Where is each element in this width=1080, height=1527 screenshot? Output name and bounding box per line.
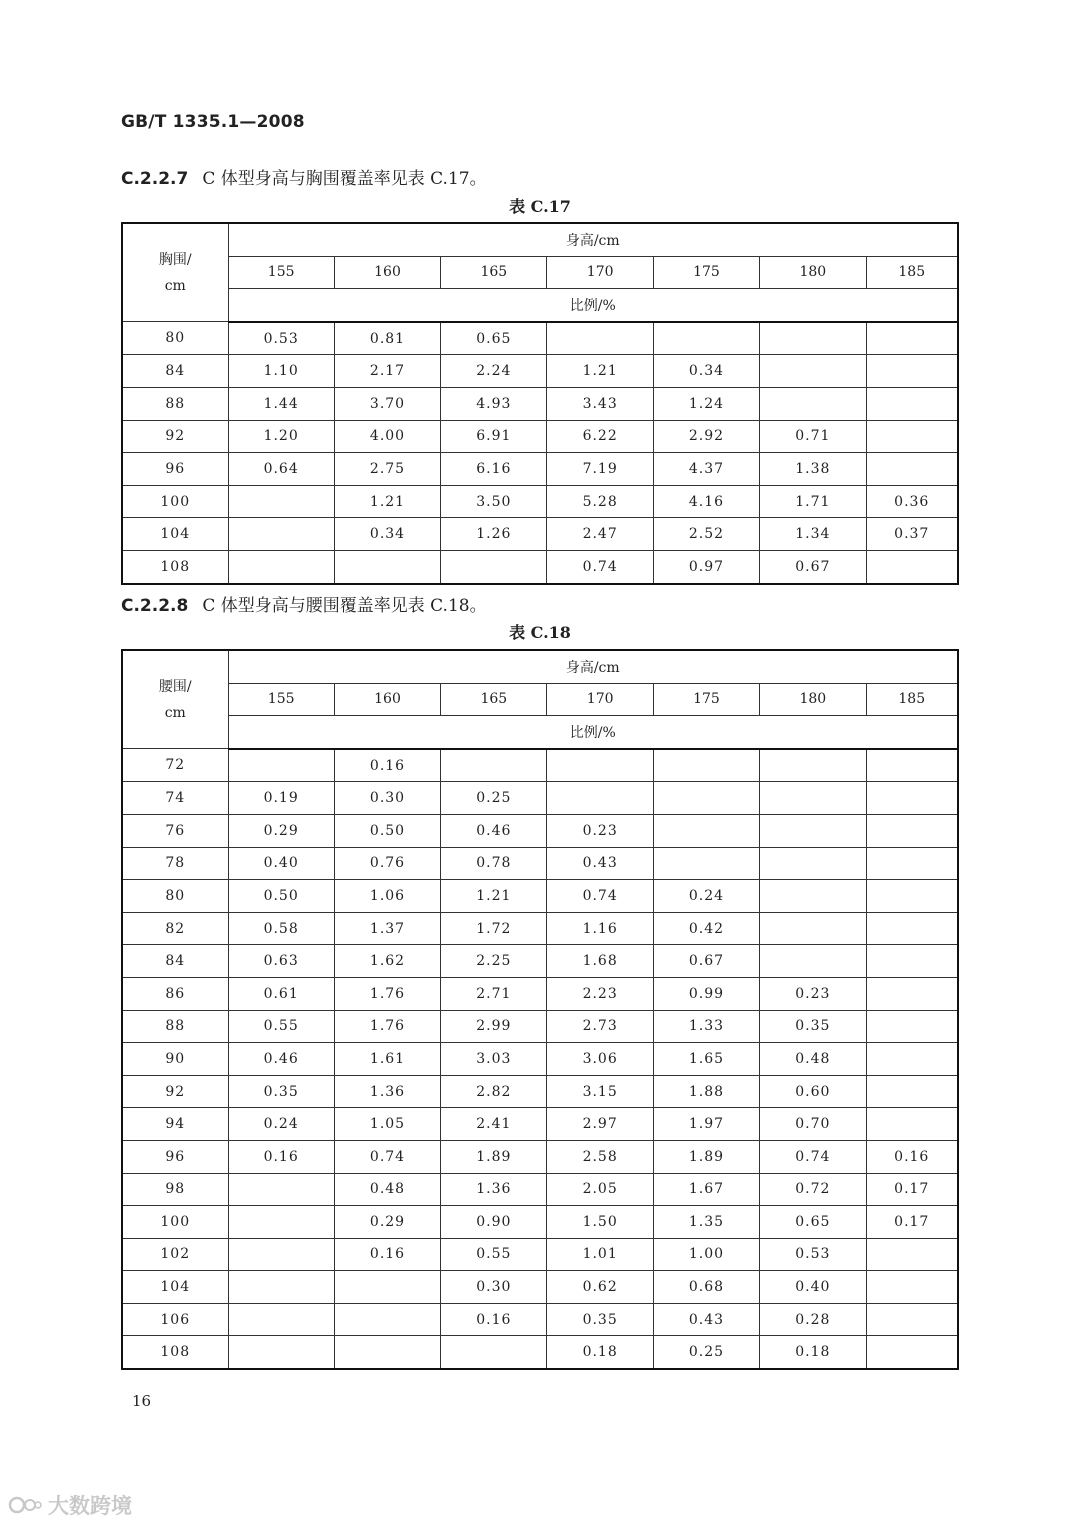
sub-header: 比例/%: [228, 716, 958, 749]
table-cell: [866, 977, 958, 1010]
table-cell: [228, 1238, 334, 1271]
table-row: [122, 977, 958, 1010]
table-cell: [653, 322, 759, 355]
table-cell: [441, 749, 547, 782]
table-cell: [228, 1303, 334, 1336]
table-cell: 2.17: [334, 355, 440, 388]
table-cell: 1.38: [760, 453, 866, 486]
table-cell: 0.16: [334, 749, 440, 782]
table-cell: 0.34: [334, 518, 440, 551]
row-header: 胸围/ cm: [122, 223, 228, 322]
table-cell: 3.15: [547, 1075, 653, 1108]
table-cell: 0.46: [228, 1043, 334, 1076]
table-cell: 1.21: [334, 485, 440, 518]
table-cell: 0.48: [760, 1043, 866, 1076]
row-label: 96: [122, 1140, 228, 1173]
table-cell: 0.90: [441, 1206, 547, 1239]
row-label: 92: [122, 420, 228, 453]
table-cell: 0.30: [334, 782, 440, 815]
table-cell: 0.72: [760, 1173, 866, 1206]
column-header: 180: [760, 683, 866, 716]
row-label: 98: [122, 1173, 228, 1206]
table-cell: 1.76: [334, 977, 440, 1010]
column-header: 180: [760, 256, 866, 289]
row-label: 106: [122, 1303, 228, 1336]
table-cell: 0.16: [866, 1140, 958, 1173]
clause-text: C 体型身高与胸围覆盖率见表 C.17。: [202, 169, 487, 189]
table-cell: 0.74: [760, 1140, 866, 1173]
table-cell: 0.64: [228, 453, 334, 486]
table-row: [122, 453, 958, 486]
row-label: 82: [122, 912, 228, 945]
table-cell: 0.16: [334, 1238, 440, 1271]
row-label: 72: [122, 749, 228, 782]
table-cell: 1.21: [547, 355, 653, 388]
table-row: [122, 945, 958, 978]
table-row: [122, 1043, 958, 1076]
table-cell: 0.74: [334, 1140, 440, 1173]
column-header: 155: [228, 256, 334, 289]
table-cell: 1.24: [653, 387, 759, 420]
clause-c17: [121, 164, 487, 189]
table-cell: 0.63: [228, 945, 334, 978]
table-cell: [228, 485, 334, 518]
row-label: 88: [122, 387, 228, 420]
table-cell: 0.37: [866, 518, 958, 551]
table-cell: 1.89: [653, 1140, 759, 1173]
table-row: [122, 1238, 958, 1271]
row-label: 78: [122, 847, 228, 880]
column-header: 165: [441, 683, 547, 716]
table-row: [122, 420, 958, 453]
column-header: 160: [334, 256, 440, 289]
table-cell: [866, 1010, 958, 1043]
table-cell: 0.16: [441, 1303, 547, 1336]
table-cell: 0.99: [653, 977, 759, 1010]
table-cell: 3.06: [547, 1043, 653, 1076]
column-header: 155: [228, 683, 334, 716]
table-cell: 0.53: [228, 322, 334, 355]
table-cell: [334, 1303, 440, 1336]
table-row: [122, 1336, 958, 1369]
watermark-text: 大数跨境: [48, 1494, 132, 1518]
table-cell: 1.61: [334, 1043, 440, 1076]
table-cell: 7.19: [547, 453, 653, 486]
table-cell: 6.16: [441, 453, 547, 486]
table-cell: 0.70: [760, 1108, 866, 1141]
sub-header: 比例/%: [228, 289, 958, 322]
row-label: 96: [122, 453, 228, 486]
table-cell: 0.67: [653, 945, 759, 978]
table-cell: [547, 782, 653, 815]
table-cell: [228, 1173, 334, 1206]
table-cell: [866, 847, 958, 880]
table-cell: 1.33: [653, 1010, 759, 1043]
table-cell: 0.67: [760, 550, 866, 583]
table-cell: 1.06: [334, 880, 440, 913]
table-cell: [866, 322, 958, 355]
table-cell: 2.05: [547, 1173, 653, 1206]
table-cell: [760, 749, 866, 782]
table-cell: 0.42: [653, 912, 759, 945]
table-cell: [547, 749, 653, 782]
table-cell: 0.43: [547, 847, 653, 880]
row-label: 80: [122, 880, 228, 913]
row-label: 76: [122, 814, 228, 847]
table-cell: [866, 749, 958, 782]
table-cell: 1.50: [547, 1206, 653, 1239]
table-cell: [866, 1043, 958, 1076]
table-row: [122, 912, 958, 945]
table-cell: [760, 782, 866, 815]
table-cell: 5.28: [547, 485, 653, 518]
clause-text: C 体型身高与腰围覆盖率见表 C.18。: [202, 596, 487, 616]
table-row: [122, 782, 958, 815]
table-cell: 0.18: [760, 1336, 866, 1369]
table-cell: [760, 355, 866, 388]
table-cell: 4.93: [441, 387, 547, 420]
table-cell: [866, 355, 958, 388]
table-cell: [760, 880, 866, 913]
table-row: [122, 1140, 958, 1173]
table-cell: 1.01: [547, 1238, 653, 1271]
table-cell: 1.37: [334, 912, 440, 945]
page-number: 16: [132, 1392, 152, 1410]
table-row: [122, 1303, 958, 1336]
table-cell: 1.10: [228, 355, 334, 388]
table-cell: 4.16: [653, 485, 759, 518]
table-cell: [547, 322, 653, 355]
table-cell: 0.35: [760, 1010, 866, 1043]
row-label: 86: [122, 977, 228, 1010]
table-cell: [760, 322, 866, 355]
table-cell: 0.17: [866, 1173, 958, 1206]
row-label: 100: [122, 485, 228, 518]
table-cell: 2.24: [441, 355, 547, 388]
table-cell: 1.71: [760, 485, 866, 518]
table-cell: [866, 782, 958, 815]
table-cell: [866, 1303, 958, 1336]
table-cell: 0.35: [547, 1303, 653, 1336]
table-cell: 0.23: [547, 814, 653, 847]
table-c18: [121, 649, 959, 1370]
table-cell: [653, 749, 759, 782]
table-cell: 0.65: [441, 322, 547, 355]
table-cell: 2.23: [547, 977, 653, 1010]
table-row: [122, 322, 958, 355]
table-cell: 1.36: [334, 1075, 440, 1108]
table-cell: 1.16: [547, 912, 653, 945]
table-cell: 1.34: [760, 518, 866, 551]
table-caption-c17: 表 C.17: [509, 197, 571, 216]
table-cell: 4.00: [334, 420, 440, 453]
table-cell: 6.22: [547, 420, 653, 453]
row-label: 80: [122, 322, 228, 355]
table-cell: 0.55: [441, 1238, 547, 1271]
table-cell: 0.25: [653, 1336, 759, 1369]
row-label: 104: [122, 1271, 228, 1304]
table-cell: 0.53: [760, 1238, 866, 1271]
clause-c18: [121, 591, 487, 616]
table-cell: 0.97: [653, 550, 759, 583]
table-cell: 0.36: [866, 485, 958, 518]
table-row: [122, 880, 958, 913]
table-cell: 0.24: [228, 1108, 334, 1141]
table-cell: 1.88: [653, 1075, 759, 1108]
table-row: [122, 518, 958, 551]
table-row: [122, 485, 958, 518]
column-header-row: [122, 683, 958, 716]
table-cell: 1.20: [228, 420, 334, 453]
table-cell: [866, 550, 958, 583]
table-cell: 2.75: [334, 453, 440, 486]
row-label: 84: [122, 945, 228, 978]
table-row: [122, 1206, 958, 1239]
table-cell: 1.05: [334, 1108, 440, 1141]
column-header: 185: [866, 683, 958, 716]
table-cell: 1.62: [334, 945, 440, 978]
watermark: [8, 1490, 132, 1520]
table-cell: [866, 1108, 958, 1141]
table-cell: [228, 1271, 334, 1304]
column-header: 185: [866, 256, 958, 289]
table-cell: 1.89: [441, 1140, 547, 1173]
table-cell: 1.76: [334, 1010, 440, 1043]
row-label: 104: [122, 518, 228, 551]
table-cell: 0.17: [866, 1206, 958, 1239]
table-cell: 0.81: [334, 322, 440, 355]
top-header: 身高/cm: [228, 223, 958, 256]
column-header: 160: [334, 683, 440, 716]
table-cell: [228, 1336, 334, 1369]
table-cell: 0.55: [228, 1010, 334, 1043]
table-cell: 0.30: [441, 1271, 547, 1304]
table-cell: [866, 880, 958, 913]
table-cell: 0.60: [760, 1075, 866, 1108]
table-cell: 0.68: [653, 1271, 759, 1304]
table-cell: 1.36: [441, 1173, 547, 1206]
clause-number: C.2.2.7: [121, 169, 189, 189]
table-cell: [866, 1336, 958, 1369]
table-cell: 1.21: [441, 880, 547, 913]
table-cell: [228, 1206, 334, 1239]
row-header: 腰围/ cm: [122, 650, 228, 749]
table-cell: 2.73: [547, 1010, 653, 1043]
table-cell: 1.44: [228, 387, 334, 420]
table-row: [122, 550, 958, 583]
table-cell: 0.74: [547, 880, 653, 913]
column-header: 175: [653, 683, 759, 716]
table-cell: 0.50: [228, 880, 334, 913]
table-cell: 3.50: [441, 485, 547, 518]
watermark-logo-icon: [8, 1494, 42, 1516]
table-row: [122, 1010, 958, 1043]
table-row: [122, 355, 958, 388]
table-cell: 0.76: [334, 847, 440, 880]
table-cell: [441, 550, 547, 583]
row-label: 74: [122, 782, 228, 815]
table-cell: 2.47: [547, 518, 653, 551]
table-cell: [866, 1271, 958, 1304]
row-label: 94: [122, 1108, 228, 1141]
table-cell: [760, 945, 866, 978]
table-cell: 1.26: [441, 518, 547, 551]
table-cell: 0.62: [547, 1271, 653, 1304]
table-cell: 0.71: [760, 420, 866, 453]
column-header: 170: [547, 683, 653, 716]
table-cell: 2.92: [653, 420, 759, 453]
table-cell: [866, 814, 958, 847]
table-row: [122, 1108, 958, 1141]
table-cell: 0.78: [441, 847, 547, 880]
table-cell: 0.48: [334, 1173, 440, 1206]
table-row: [122, 1271, 958, 1304]
table-cell: [228, 550, 334, 583]
table-cell: 0.23: [760, 977, 866, 1010]
table-cell: 1.35: [653, 1206, 759, 1239]
table-cell: 1.68: [547, 945, 653, 978]
table-cell: 2.52: [653, 518, 759, 551]
table-cell: 4.37: [653, 453, 759, 486]
table-row: [122, 1173, 958, 1206]
table-cell: [334, 1336, 440, 1369]
table-row: [122, 847, 958, 880]
table-cell: 1.65: [653, 1043, 759, 1076]
table-cell: 0.35: [228, 1075, 334, 1108]
column-header: 175: [653, 256, 759, 289]
table-cell: 0.25: [441, 782, 547, 815]
table-cell: [653, 847, 759, 880]
clause-number: C.2.2.8: [121, 596, 189, 616]
row-label: 90: [122, 1043, 228, 1076]
table-caption-c18: 表 C.18: [509, 623, 571, 642]
table-cell: [866, 1075, 958, 1108]
table-cell: [334, 1271, 440, 1304]
table-cell: 3.03: [441, 1043, 547, 1076]
row-label: 108: [122, 550, 228, 583]
row-label: 102: [122, 1238, 228, 1271]
top-header: 身高/cm: [228, 650, 958, 683]
table-cell: [866, 945, 958, 978]
table-cell: 0.34: [653, 355, 759, 388]
table-cell: 2.58: [547, 1140, 653, 1173]
table-cell: 1.00: [653, 1238, 759, 1271]
column-header-row: [122, 256, 958, 289]
standard-code: GB/T 1335.1—2008: [121, 112, 305, 132]
table-cell: [866, 420, 958, 453]
table-cell: 0.65: [760, 1206, 866, 1239]
table-row: [122, 814, 958, 847]
table-cell: [866, 453, 958, 486]
table-cell: 0.58: [228, 912, 334, 945]
table-cell: 0.74: [547, 550, 653, 583]
table-cell: 0.40: [228, 847, 334, 880]
table-row: [122, 1075, 958, 1108]
row-label: 88: [122, 1010, 228, 1043]
table-c17: [121, 222, 959, 585]
table-cell: [228, 749, 334, 782]
table-cell: [334, 550, 440, 583]
table-cell: 0.29: [334, 1206, 440, 1239]
table-cell: 0.19: [228, 782, 334, 815]
table-cell: 0.43: [653, 1303, 759, 1336]
table-cell: 0.46: [441, 814, 547, 847]
table-cell: 0.28: [760, 1303, 866, 1336]
table-cell: [760, 847, 866, 880]
table-cell: [653, 782, 759, 815]
table-cell: [653, 814, 759, 847]
column-header: 165: [441, 256, 547, 289]
table-cell: 0.18: [547, 1336, 653, 1369]
table-cell: 2.82: [441, 1075, 547, 1108]
table-cell: 0.29: [228, 814, 334, 847]
table-cell: 3.43: [547, 387, 653, 420]
table-cell: [441, 1336, 547, 1369]
table-cell: [228, 518, 334, 551]
row-label: 92: [122, 1075, 228, 1108]
table-cell: 1.67: [653, 1173, 759, 1206]
table-row: [122, 749, 958, 782]
table-cell: 0.16: [228, 1140, 334, 1173]
table-cell: 2.25: [441, 945, 547, 978]
table-cell: [760, 814, 866, 847]
table-cell: 2.99: [441, 1010, 547, 1043]
column-header: 170: [547, 256, 653, 289]
table-cell: 0.40: [760, 1271, 866, 1304]
table-cell: [866, 1238, 958, 1271]
table-cell: 0.24: [653, 880, 759, 913]
table-cell: 6.91: [441, 420, 547, 453]
table-cell: [866, 387, 958, 420]
row-label: 84: [122, 355, 228, 388]
row-label: 108: [122, 1336, 228, 1369]
table-cell: 2.97: [547, 1108, 653, 1141]
table-cell: 0.61: [228, 977, 334, 1010]
table-row: [122, 387, 958, 420]
table-cell: 0.50: [334, 814, 440, 847]
row-label: 100: [122, 1206, 228, 1239]
table-cell: [760, 387, 866, 420]
table-cell: [760, 912, 866, 945]
table-cell: 2.71: [441, 977, 547, 1010]
table-cell: [866, 912, 958, 945]
table-cell: 1.72: [441, 912, 547, 945]
table-cell: 1.97: [653, 1108, 759, 1141]
table-cell: 2.41: [441, 1108, 547, 1141]
table-cell: 3.70: [334, 387, 440, 420]
